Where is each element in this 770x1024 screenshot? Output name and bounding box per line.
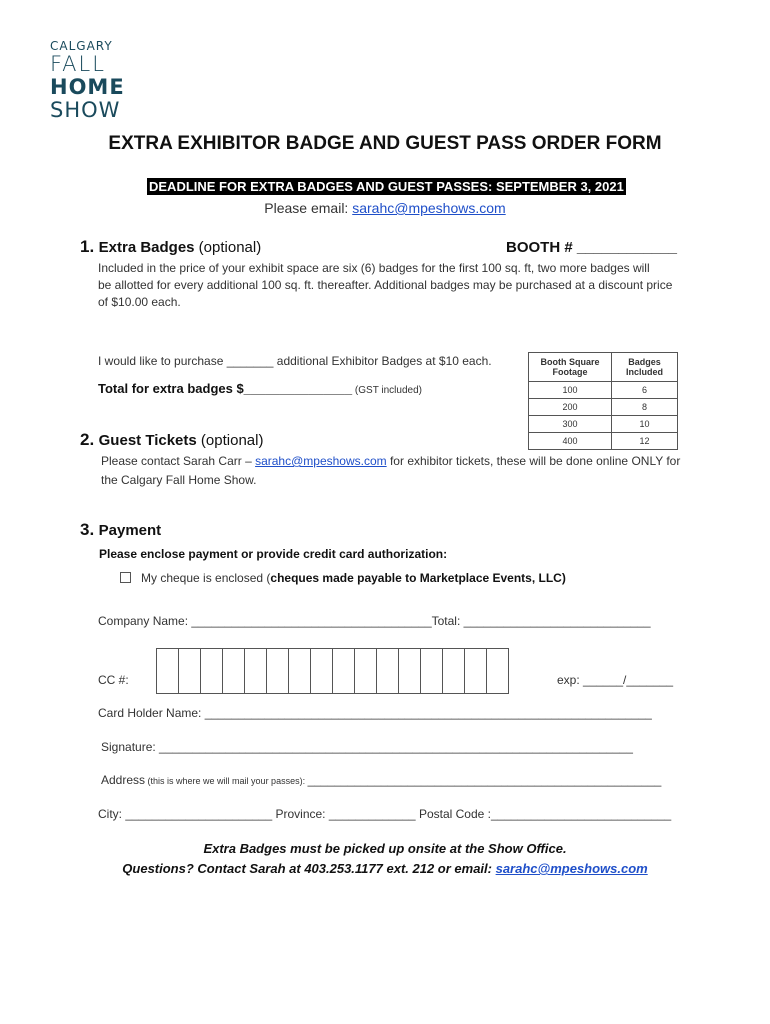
badge-allocation-table (528, 352, 678, 450)
table-cell: 400 (529, 433, 612, 450)
logo-line-2: FALL (50, 52, 106, 76)
section-1-number: 1. (80, 237, 95, 256)
contact-email-link[interactable]: sarahc@mpeshows.com (352, 200, 506, 216)
cc-digit-box[interactable] (464, 648, 487, 694)
table-row (529, 399, 678, 416)
table-cell: 6 (612, 382, 678, 399)
questions-prefix: Questions? Contact Sarah at 403.253.1177 ext. 212 or email: (122, 861, 496, 876)
cc-digit-box[interactable] (376, 648, 399, 694)
cc-digit-box[interactable] (420, 648, 443, 694)
cheque-label: My cheque is enclosed ( (141, 571, 271, 585)
credit-card-number-boxes[interactable] (157, 648, 509, 694)
section-2-heading (80, 430, 263, 450)
pickup-note: Extra Badges must be picked up onsite at the Show Office. (203, 841, 567, 856)
cc-digit-box[interactable] (442, 648, 465, 694)
cc-digit-box[interactable] (398, 648, 421, 694)
cc-digit-box[interactable] (244, 648, 267, 694)
table-row (529, 382, 678, 399)
card-holder-field[interactable]: Card Holder Name: ___________________________________________________________________ (98, 706, 652, 720)
logo-line-4: SHOW (50, 98, 121, 122)
email-prefix: Please email: (264, 200, 353, 216)
form-title: EXTRA EXHIBITOR BADGE AND GUEST PASS ORDER FORM (108, 133, 662, 154)
footer-email-link[interactable]: sarahc@mpeshows.com (495, 861, 648, 876)
section-2-description (101, 453, 741, 489)
cheque-checkbox[interactable] (120, 572, 131, 583)
cc-digit-box[interactable] (178, 648, 201, 694)
guest-line-prefix: Please contact Sarah Carr – (101, 454, 256, 468)
gst-note: (GST included) (352, 385, 422, 396)
address-label: Address (101, 773, 146, 787)
company-total-field[interactable]: Company Name: ____________________________________Total: ____________________________ (98, 614, 651, 628)
expiry-field[interactable]: exp: ______/_______ (557, 673, 674, 687)
payment-instruction: Please enclose payment or provide credit card authorization: (99, 547, 448, 561)
total-field[interactable]: Total for extra badges $_______________ (98, 381, 353, 396)
table-cell: 300 (529, 416, 612, 433)
cc-digit-box[interactable] (486, 648, 509, 694)
cc-digit-box[interactable] (354, 648, 377, 694)
deadline-banner: DEADLINE FOR EXTRA BADGES AND GUEST PASSES: SEPTEMBER 3, 2021 (149, 179, 624, 194)
guest-email-link[interactable]: sarahc@mpeshows.com (255, 454, 387, 468)
section-1-description (98, 260, 738, 311)
cc-digit-box[interactable] (288, 648, 311, 694)
table-header-footage: Booth Square Footage (529, 353, 612, 382)
section-2-title: Guest Tickets (98, 432, 197, 449)
address-field[interactable] (101, 773, 661, 787)
section-1-optional: (optional) (194, 239, 262, 256)
address-note: (this is where we will mail your passes): (145, 776, 308, 786)
logo-line-1: CALGARY (50, 39, 113, 53)
description-line-3: of $10.00 each. (98, 295, 181, 309)
section-1-title: Extra Badges (98, 239, 195, 256)
city-province-postal-field[interactable]: City: ______________________ Province: _____________ Postal Code :___________________________ (98, 807, 672, 821)
logo-line-3: HOME (50, 75, 125, 99)
table-cell: 8 (612, 399, 678, 416)
total-extra-badges[interactable] (98, 380, 422, 398)
section-3-number: 3. (80, 520, 95, 539)
cheque-payee: cheques made payable to Marketplace Events, LLC) (270, 571, 566, 585)
table-cell: 100 (529, 382, 612, 399)
section-3-heading (80, 520, 161, 540)
guest-line-2: the Calgary Fall Home Show. (101, 473, 257, 487)
cc-digit-box[interactable] (156, 648, 179, 694)
description-line-1: Included in the price of your exhibit space are six (6) badges for the first 100 sq. ft, two more badges will (98, 261, 650, 275)
table-cell: 10 (612, 416, 678, 433)
cc-digit-box[interactable] (310, 648, 333, 694)
table-cell: 200 (529, 399, 612, 416)
section-2-optional: (optional) (196, 432, 264, 449)
guest-line-suffix: for exhibitor tickets, these will be done online ONLY for (386, 454, 681, 468)
table-row (529, 433, 678, 450)
calgary-fall-home-show-logo (50, 40, 125, 121)
table-row (529, 416, 678, 433)
address-line[interactable]: _____________________________________________________ (307, 773, 662, 787)
signature-field[interactable]: Signature: _______________________________________________________________________ (101, 740, 633, 754)
cc-digit-box[interactable] (332, 648, 355, 694)
questions-line (0, 861, 770, 876)
booth-number-field[interactable]: BOOTH # ____________ (506, 239, 677, 256)
email-line (0, 200, 770, 216)
cheque-option[interactable] (120, 571, 566, 585)
cc-digit-box[interactable] (200, 648, 223, 694)
table-header-badges: Badges Included (612, 353, 678, 382)
section-3-title: Payment (98, 522, 162, 539)
cc-digit-box[interactable] (222, 648, 245, 694)
table-cell: 12 (612, 433, 678, 450)
section-2-number: 2. (80, 430, 95, 449)
cc-label: CC #: (98, 673, 129, 687)
purchase-quantity-field[interactable]: I would like to purchase _______ additional Exhibitor Badges at $10 each. (98, 354, 492, 368)
description-line-2: be allotted for every additional 100 sq. ft. thereafter. Additional badges may be purchased at a discount price (98, 278, 673, 292)
cc-digit-box[interactable] (266, 648, 289, 694)
section-1-heading (80, 237, 261, 257)
